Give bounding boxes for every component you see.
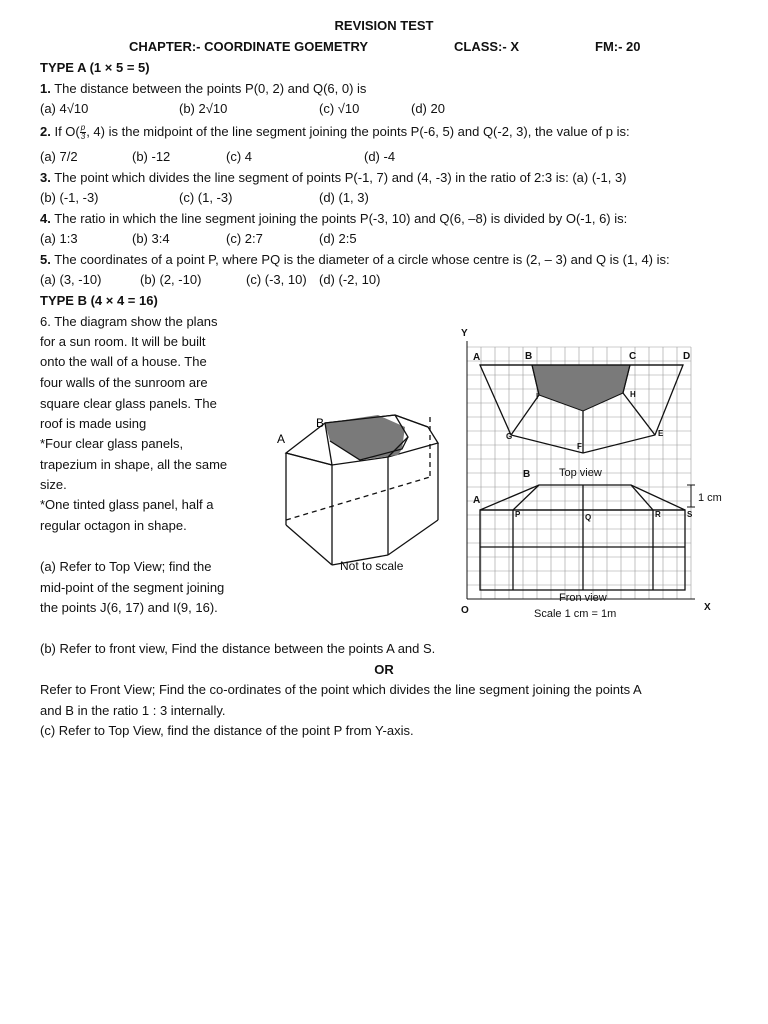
question-5: 5. The coordinates of a point P, where PQ is the diameter of a circle whose centre is (2, – 3) and Q is (1, 4) is: xyxy=(40,252,670,267)
top-label-d: D xyxy=(683,351,691,362)
not-to-scale-caption: Not to scale xyxy=(340,559,404,573)
q2-option-c: (c) 4 xyxy=(226,149,252,164)
q5-option-b: (b) (2, -10) xyxy=(140,272,202,287)
top-label-i: I xyxy=(536,392,539,401)
front-label-s: S xyxy=(687,510,693,519)
top-label-g: G xyxy=(506,432,513,441)
front-label-r: R xyxy=(655,510,661,519)
q4-option-b: (b) 3:4 xyxy=(132,231,170,246)
or-label: OR xyxy=(374,662,394,677)
class-label: CLASS:- X xyxy=(454,39,519,54)
scale-caption: Scale 1 cm = 1m xyxy=(534,608,617,620)
chapter-label: CHAPTER:- COORDINATE GOEMETRY xyxy=(129,39,369,54)
question-2: 2. If O( $\frac{p}{3}$ , 4) is the midpoint of the line segment joining the points P(-6, 5) and Q(-2, 3), the value of p is: xyxy=(40,123,630,142)
q3-option-c: (c) (1, -3) xyxy=(179,190,233,205)
q6-line: onto the wall of a house. The xyxy=(40,354,207,369)
q1-option-c: (c) √10 xyxy=(319,101,360,116)
q6-line: *Four clear glass panels, xyxy=(40,436,184,451)
question-1: 1. The distance between the points P(0, 2) and Q(6, 0) is xyxy=(40,81,367,96)
part-c-text: (c) Refer to Top View, find the distance of the point P from Y-axis. xyxy=(40,723,414,738)
q6-line: *One tinted glass panel, half a xyxy=(40,497,214,512)
front-view-caption: Fron view xyxy=(559,592,607,604)
q6-line: trapezium in shape, all the same xyxy=(40,457,228,472)
q6-line: square clear glass panels. The xyxy=(40,396,217,411)
q6-line: roof is made using xyxy=(40,416,147,431)
q4-option-d: (d) 2:5 xyxy=(319,231,357,246)
axis-x-label: X xyxy=(704,602,711,613)
q5-option-d: (d) (-2, 10) xyxy=(319,272,381,287)
q5-option-c: (c) (-3, 10) xyxy=(246,272,307,287)
front-label-a: A xyxy=(473,495,481,506)
q6-line: size. xyxy=(40,477,67,492)
part-a-line: (a) Refer to Top View; find the xyxy=(40,559,212,574)
q2-option-a: (a) 7/2 xyxy=(40,149,78,164)
q5-option-a: (a) (3, -10) xyxy=(40,272,102,287)
q6-line: four walls of the sunroom are xyxy=(40,375,208,390)
part-b-alt-line-1: Refer to Front View; Find the co-ordinates of the point which divides the line segment joining the points A xyxy=(40,682,642,697)
q3-option-b: (b) (-1, -3) xyxy=(40,190,99,205)
top-label-b: B xyxy=(525,351,533,362)
q4-option-a: (a) 1:3 xyxy=(40,231,78,246)
q1-option-a: (a) 4√10 xyxy=(40,101,89,116)
top-label-e: E xyxy=(658,429,664,438)
front-label-p: P xyxy=(515,510,521,519)
figure-label-b: B xyxy=(316,416,325,430)
q3-option-d: (d) (1, 3) xyxy=(319,190,369,205)
q1-option-b: (b) 2√10 xyxy=(179,101,228,116)
q6-line: 6. The diagram show the plans xyxy=(40,314,218,329)
part-b-text: (b) Refer to front view, Find the distance between the points A and S. xyxy=(40,641,436,656)
part-b-alt-line-2: and B in the ratio 1 : 3 internally. xyxy=(40,703,226,718)
q4-option-c: (c) 2:7 xyxy=(226,231,263,246)
top-view-caption: Top view xyxy=(559,467,602,479)
p-over-3-fraction: $\frac{p}{3}$ xyxy=(80,123,86,142)
top-label-h: H xyxy=(630,390,636,399)
top-label-f: F xyxy=(577,442,582,451)
q2-option-d: (d) -4 xyxy=(364,149,396,164)
q2-option-b: (b) -12 xyxy=(132,149,171,164)
origin-label: O xyxy=(461,605,469,616)
q6-line: for a sun room. It will be built xyxy=(40,334,206,349)
axis-y-label: Y xyxy=(461,328,468,339)
plan-grid-diagram xyxy=(455,325,745,625)
part-a-line: the points J(6, 17) and I(9, 16). xyxy=(40,600,218,615)
scale-mark-label: 1 cm xyxy=(698,492,722,504)
part-a-line: mid-point of the segment joining xyxy=(40,580,225,595)
top-view-tinted-panel xyxy=(532,365,630,411)
question-3: 3. The point which divides the line segment of points P(-1, 7) and (4, -3) in the ratio of 2:3 is: (a) (-1, 3) xyxy=(40,170,627,185)
q1-option-d: (d) 20 xyxy=(411,101,445,116)
front-label-b: B xyxy=(523,469,531,480)
sunroom-3d-diagram xyxy=(270,405,455,580)
page-title: REVISION TEST xyxy=(334,18,434,33)
figure-label-a: A xyxy=(277,432,286,446)
q6-line: regular octagon in shape. xyxy=(40,518,187,533)
question-4: 4. The ratio in which the line segment joining the points P(-3, 10) and Q(6, –8) is divided by O(-1, 6) is: xyxy=(40,211,628,226)
type-a-heading: TYPE A (1 × 5 = 5) xyxy=(40,60,150,75)
type-b-heading: TYPE B (4 × 4 = 16) xyxy=(40,293,158,308)
front-label-q: Q xyxy=(585,513,592,522)
full-marks-label: FM:- 20 xyxy=(595,39,641,54)
top-label-c: C xyxy=(629,351,637,362)
top-label-a: A xyxy=(473,352,481,363)
